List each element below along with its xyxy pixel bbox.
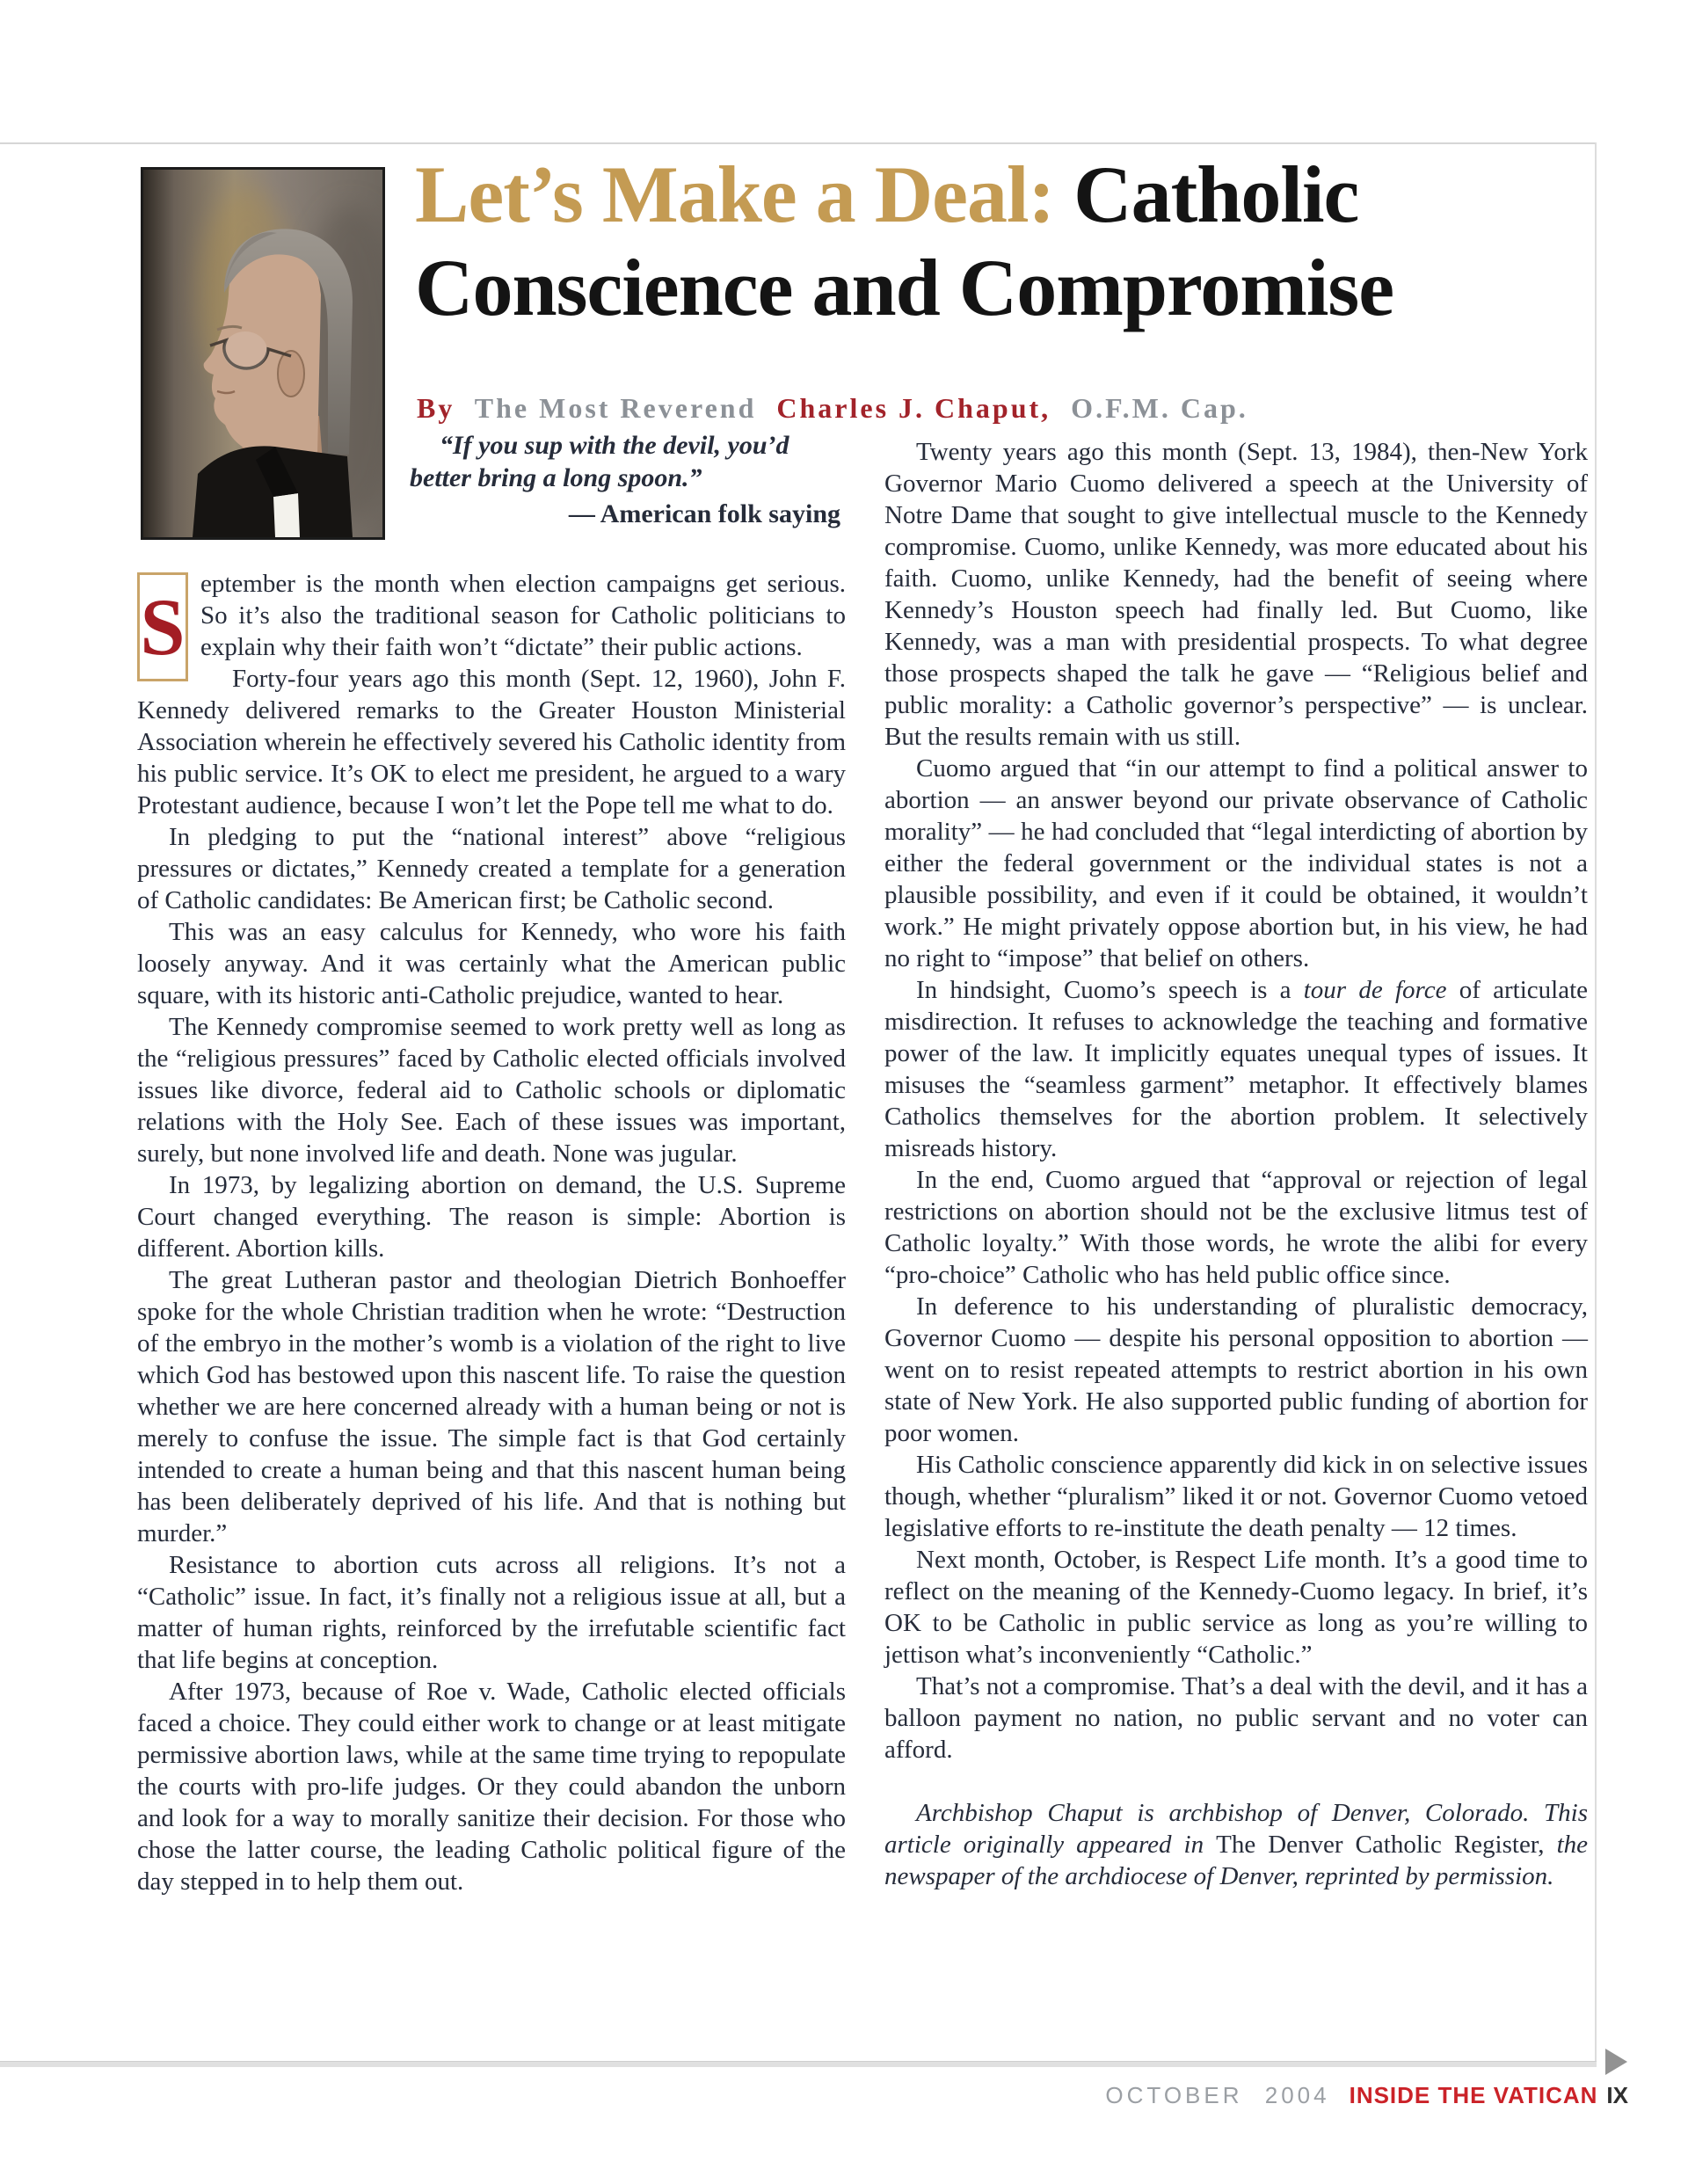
portrait-photo-graphic: [143, 170, 382, 537]
paragraph: His Catholic conscience apparently did kick in on selective issues though, whether “pluralism” liked it or not. Governor Cuomo vetoed legislative efforts to re-institute the death penalty — 12 times.: [884, 1451, 1588, 1542]
author-note-text: Archbishop Chaput is archbishop of Denver, Colorado. This article originally appeared in: [884, 1799, 1588, 1859]
byline-honorific: The Most Reverend: [474, 392, 757, 424]
next-page-arrow-icon[interactable]: [1605, 2049, 1627, 2075]
paragraph: [884, 974, 1588, 1164]
paragraph-dropcap: [137, 568, 846, 672]
paragraph: In deference to his understanding of pluralistic democracy, Governor Cuomo — despite his personal opposition to abortion — went on to resist repeated attempts to restrict abortion in his own state of New York. He also supported public funding of abortion for poor women.: [884, 1292, 1588, 1447]
paragraph: The Kennedy compromise seemed to work pretty well as long as the “religious pressures” faced by Catholic elected officials involved issues like divorce, federal aid to Catholic schools or diplomatic relations with the Holy See. Each of these issues was important, surely, but none involved life and death. None was jugular.: [137, 1013, 846, 1168]
portrait-photo: [141, 167, 385, 540]
paragraph: Resistance to abortion cuts across all religions. It’s not a “Catholic” issue. In fact, it’s finally not a religious issue at all, but a matter of human rights, reinforced by the irrefutable scientific fact that life begins at conception.: [137, 1551, 846, 1674]
publication-name: The Denver Catholic Register,: [1216, 1831, 1545, 1859]
paragraph: In 1973, by legalizing abortion on demand, the U.S. Supreme Court changed everything. The reason is simple: Abortion is different. Abortion kills.: [137, 1171, 846, 1263]
article-left-column: [137, 568, 846, 1897]
page-bottom-edge: [0, 2061, 1597, 2067]
epigraph-line2: better bring a long spoon.”: [410, 463, 702, 492]
paragraph-text: In hindsight, Cuomo’s speech is a: [916, 976, 1304, 1004]
page-right-edge: [1595, 142, 1597, 2066]
italic-phrase: tour de force: [1303, 976, 1447, 1004]
page-top-edge: [0, 142, 1597, 144]
footer-page-number: IX: [1606, 2082, 1628, 2108]
article-title-accent: Let’s Make a Deal:: [415, 149, 1055, 239]
article-title-line2: Conscience and Compromise: [415, 243, 1394, 332]
author-note-text: the newspaper of the archdiocese of Denver, reprinted by permission.: [884, 1831, 1588, 1890]
article-right-column: [884, 436, 1588, 1892]
paragraph: The great Lutheran pastor and theologian Dietrich Bonhoeffer spoke for the whole Christian tradition when he wrote: “Destruction of the embryo in the mother’s womb is a violation of the right to live which God has bestowed upon this nascent life. To raise the question whether we are here concerned already with a human being or not is merely to confuse the issue. The simple fact is that God certainly intended to create a human being and that this nascent human being has been deliberately deprived of his life. And that is nothing but murder.”: [137, 1266, 846, 1547]
paragraph: Twenty years ago this month (Sept. 13, 1984), then-New York Governor Mario Cuomo delivered a speech at the University of Notre Dame that sought to give intellectual muscle to the Kennedy compromise. Cuomo, unlike Kennedy, was more educated about his faith. Cuomo, unlike Kennedy, had the benefit of seeing where Kennedy’s Houston speech had finally led. But Cuomo, like Kennedy, was a man with presidential prospects. To what degree those prospects shaped the talk he gave — “Religious belief and public morality: a Catholic governor’s perspective” — is unclear. But the results remain with us still.: [884, 438, 1588, 751]
byline-order: O.F.M. Cap.: [1071, 392, 1248, 424]
byline: [417, 392, 1259, 425]
paragraph: That’s not a compromise. That’s a deal with the devil, and it has a balloon payment no nation, no public servant and no voter can afford.: [884, 1672, 1588, 1764]
paragraph: In pledging to put the “national interest” above “religious pressures or dictates,” Kennedy created a template for a generation of Catholic candidates: Be American first; be Catholic second.: [137, 823, 846, 914]
dropcap-letter: S: [137, 572, 188, 681]
paragraph: Next month, October, is Respect Life month. It’s a good time to reflect on the meaning of the Kennedy-Cuomo legacy. In brief, it’s OK to be Catholic in public service as long as you’re willing to jettison what’s inconveniently “Catholic.”: [884, 1546, 1588, 1669]
paragraph: Cuomo argued that “in our attempt to find a political answer to abortion — an answer beyond our private observance of Catholic morality” — he had concluded that “legal interdicting of abortion by either the federal government or the individual states is not a plausible possibility, and even if it could be obtained, it wouldn’t work.” He might privately oppose abortion but, in his view, he had no right to “impose” that belief on others.: [884, 754, 1588, 972]
epigraph-attribution: — American folk saying: [568, 499, 840, 528]
byline-author-name: Charles J. Chaput,: [776, 392, 1051, 424]
article-title: [415, 148, 1558, 334]
paragraph: Forty-four years ago this month (Sept. 12, 1960), John F. Kennedy delivered remarks to the Greater Houston Ministerial Association wherein he effectively severed his Catholic identity from his public service. It’s OK to elect me president, he argued to a wary Protestant audience, because I won’t let the Pope tell me what to do.: [137, 665, 846, 819]
article-title-line1-rest: Catholic: [1073, 149, 1359, 239]
epigraph: [410, 429, 840, 530]
byline-by: By: [417, 392, 455, 424]
author-note: [884, 1797, 1588, 1892]
epigraph-line1: “If you sup with the devil, you’d: [440, 431, 789, 460]
footer-magazine-name: INSIDE THE VATICAN: [1349, 2082, 1598, 2108]
paragraph: In the end, Cuomo argued that “approval or rejection of legal restrictions on abortion should not be the exclusive litmus test of Catholic loyalty.” With those words, he wrote the alibi for every “pro-choice” Catholic who has held public office since.: [884, 1166, 1588, 1289]
paragraph: This was an easy calculus for Kennedy, who wore his faith loosely anyway. And it was certainly what the American public square, with its historic anti-Catholic prejudice, wanted to hear.: [137, 918, 846, 1009]
page-footer: [1105, 2082, 1628, 2109]
paragraph: After 1973, because of Roe v. Wade, Catholic elected officials faced a choice. They could either work to change or at least mitigate permissive abortion laws, while at the same time trying to repopulate the courts with pro-life judges. Or they could abandon the unborn and look for a way to morally sanitize their decision. For those who chose the latter course, the leading Catholic political figure of the day stepped in to help them out.: [137, 1678, 846, 1896]
paragraph-text: of articulate misdirection. It refuses to acknowledge the teaching and formative power of the law. It implicitly equates unequal types of issues. It misuses the “seamless garment” metaphor. It effectively blames Catholics themselves for the abortion problem. It selectively misreads history.: [884, 976, 1588, 1162]
paragraph-text: eptember is the month when election campaigns get serious. So it’s also the traditional season for Catholic politicians to explain why their faith won’t “dictate” their public actions.: [200, 570, 846, 661]
footer-issue-date: OCTOBER 2004: [1105, 2082, 1330, 2108]
